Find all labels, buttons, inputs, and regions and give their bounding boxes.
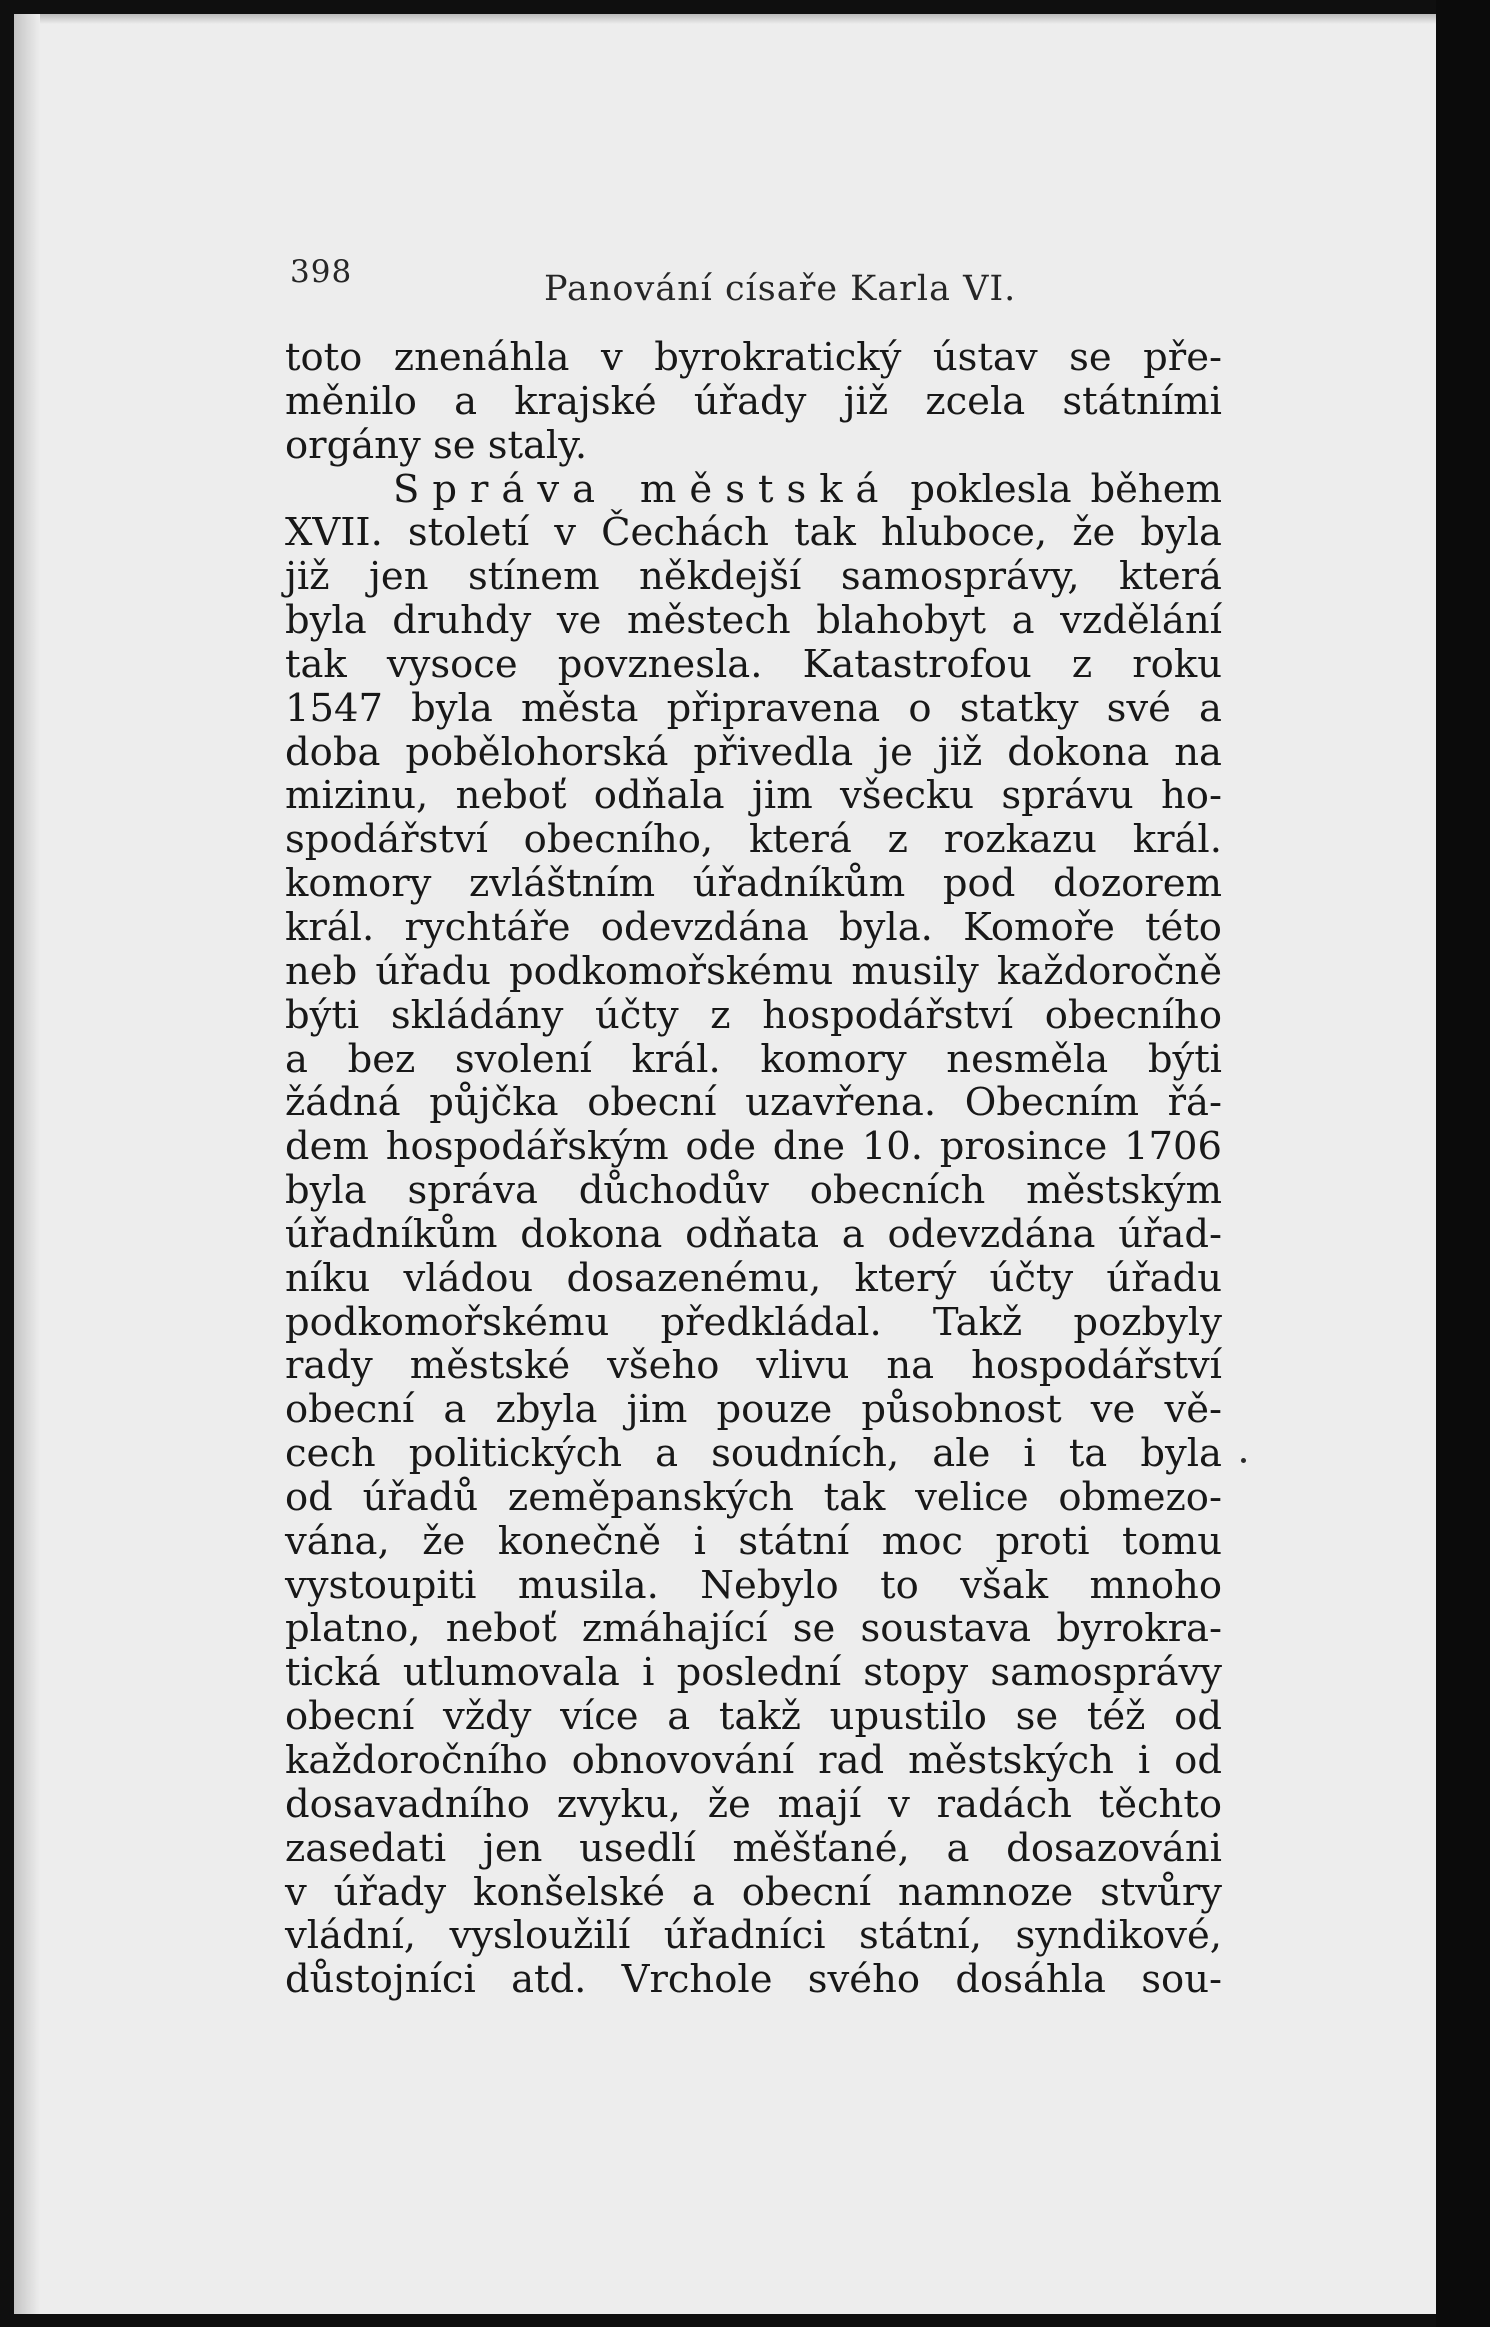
text-line: vána, že konečně i státní moc proti tomu	[285, 1518, 1222, 1564]
spaced-heading: Správa městská	[393, 466, 892, 512]
page-number: 398	[290, 254, 353, 290]
text-line: obecní a zbyla jim pouze působnost ve vě-	[285, 1387, 1222, 1433]
text-line: měnilo a krajské úřady již zcela státními	[285, 378, 1222, 424]
text-line: zasedati jen usedlí měšťané, a dosazováni	[285, 1825, 1222, 1871]
text-line: neb úřadu podkomořskému musily každoročně	[285, 948, 1222, 994]
text-line: orgány se staly.	[285, 422, 588, 468]
text-line: komory zvláštním úřadníkům pod dozorem	[285, 861, 1222, 907]
text-line: podkomořskému předkládal. Takž pozbyly	[285, 1299, 1222, 1345]
scan-shadow-left	[14, 14, 40, 2314]
text-line: byla druhdy ve městech blahobyt a vzdělání	[285, 598, 1222, 644]
text-line: byla správa důchodův obecních městským	[285, 1168, 1222, 1214]
scan-dark-border	[1436, 0, 1490, 2327]
text-line: býti skládány účty z hospodářství obecního	[285, 992, 1222, 1038]
text-line: důstojníci atd. Vrchole svého dosáhla sou-	[285, 1957, 1222, 2003]
book-page	[14, 14, 1436, 2314]
text-line: od úřadů zeměpanských tak velice obmezo-	[285, 1474, 1222, 1520]
text-line: spodářství obecního, která z rozkazu král.	[285, 817, 1222, 863]
text-line: král. rychtáře odevzdána byla. Komoře této	[285, 904, 1222, 950]
scan-shadow-top	[14, 14, 1436, 24]
text-line: XVII. století v Čechách tak hluboce, že byla	[285, 510, 1222, 556]
text-line: níku vládou dosazenému, který účty úřadu	[285, 1255, 1222, 1301]
text-line: mizinu, neboť odňala jim všecku správu ho-	[285, 773, 1222, 819]
text-line: platno, neboť zmáhající se soustava byrokra-	[285, 1606, 1222, 1652]
text-line: vystoupiti musila. Nebylo to však mnoho	[285, 1562, 1222, 1608]
text-line: v úřady konšelské a obecní namnoze stvůry	[285, 1869, 1222, 1915]
text-line: každoročního obnovování rad městských i od	[285, 1738, 1222, 1783]
running-title: Panování císaře Karla VI.	[544, 269, 1017, 309]
text-line: dosavadního zvyku, že mají v radách těchto	[285, 1781, 1222, 1827]
text-line-rest: poklesla během	[910, 466, 1222, 512]
text-line: a bez svolení král. komory nesměla býti	[285, 1036, 1222, 1082]
text-line: tak vysoce povznesla. Katastrofou z roku	[285, 641, 1222, 687]
text-line: cech politických a soudních, ale i ta byla	[285, 1431, 1222, 1477]
body-text	[285, 336, 1222, 2002]
text-line: toto znenáhla v byrokratický ústav se pře-	[285, 335, 1222, 380]
text-line: obecní vždy více a takž upustilo se též od	[285, 1694, 1222, 1740]
text-line: tická utlumovala i poslední stopy samosprávy	[285, 1650, 1222, 1696]
margin-dot-mark	[1241, 1458, 1246, 1463]
text-line: úřadníkům dokona odňata a odevzdána úřad-	[285, 1211, 1222, 1257]
text-line: 1547 byla města připravena o statky své a	[285, 685, 1222, 731]
text-line-with-heading	[285, 468, 1222, 512]
text-line: již jen stínem někdejší samosprávy, která	[285, 554, 1222, 600]
text-line: doba pobělohorská přivedla je již dokona na	[285, 729, 1222, 775]
text-line: žádná půjčka obecní uzavřena. Obecním řá-	[285, 1080, 1222, 1126]
text-line: vládní, vysloužilí úřadníci státní, syndikové,	[285, 1913, 1222, 1959]
text-line: dem hospodářským ode dne 10. prosince 1706	[285, 1124, 1222, 1170]
text-line: rady městské všeho vlivu na hospodářství	[285, 1343, 1222, 1389]
